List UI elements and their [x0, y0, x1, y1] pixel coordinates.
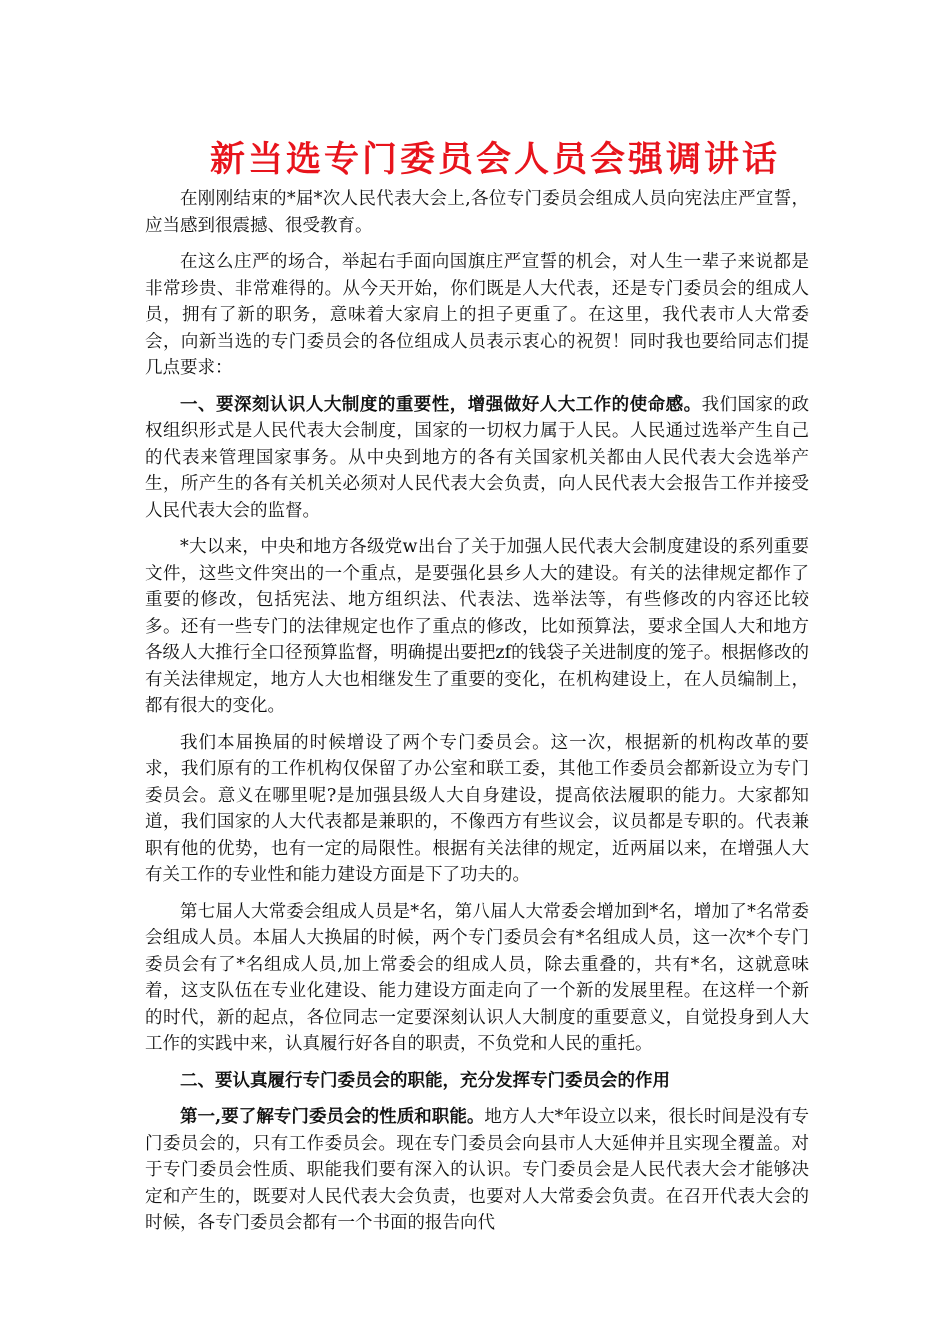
- document-body: [145, 186, 809, 1247]
- document-title: 新当选专门委员会人员会强调讲话: [209, 139, 780, 180]
- paragraph-1: [145, 186, 809, 239]
- subsection-heading-first: 第一,要了解专门委员会的性质和职能。: [180, 1107, 485, 1127]
- paragraph-2: [145, 249, 809, 382]
- section-heading-one: 一、要深刻认识人大制度的重要性，增强做好人大工作的使命感。: [180, 394, 702, 415]
- paragraph-5: [145, 730, 809, 889]
- paragraph-3-section-one: [145, 392, 809, 525]
- paragraph-text: 我们本届换届的时候增设了两个专门委员会。这一次，根据新的机构改革的要求，我们原有的工作机构仅保留了办公室和联工委，其他工作委员会都新设立为专门委员会。意义在哪里呢?是加强县级人大自身建设，提高依法履职的能力。大家都知道，我们国家的人大代表都是兼职的，不像西方有些议会，议员都是专职的。代表兼职有他的优势，也有一定的局限性。根据有关法律的规定，近两届以来，在增强人大有关工作的专业性和能力建设方面是下了功夫的。: [145, 732, 809, 885]
- paragraph-text: 我们国家的政权组织形式是人民代表大会制度，国家的一切权力属于人民。人民通过选举产生自己的代表来管理国家事务。从中央到地方的各有关国家机关都由人民代表大会选举产生，所产生的各有关机关必须对人民代表大会负责，向人民代表大会报告工作并接受人民代表大会的监督。: [145, 394, 810, 521]
- paragraph-8: [145, 1104, 809, 1237]
- paragraph-text: 第七届人大常委会组成人员是*名，第八届人大常委会增加到*名，增加了*名常委会组成人员。本届人大换届的时候，两个专门委员会有*名组成人员，这一次*个专门委员会有了*名组成人员,加上常委会的组成人员，除去重叠的，共有*名，这就意味着，这支队伍在专业化建设、能力建设方面走向了一个新的发展里程。在这样一个新的时代，新的起点，各位同志一定要深刻认识人大制度的重要意义，自觉投身到人大工作的实践中来，认真履行好各自的职责，不负党和人民的重托。: [145, 901, 809, 1054]
- paragraph-text: 地方人大*年设立以来，很长时间是没有专门委员会的，只有工作委员会。现在专门委员会向县市人大延伸并且实现全覆盖。对于专门委员会性质、职能我们要有深入的认识。专门委员会是人民代表大会才能够决定和产生的，既要对人民代表大会负责，也要对人大常委会负责。在召开代表大会的时候，各专门委员会都有一个书面的报告向代: [145, 1107, 809, 1233]
- section-heading-two-text: 二、要认真履行专门委员会的职能，充分发挥专门委员会的作用: [180, 1070, 670, 1091]
- paragraph-text: 在这么庄严的场合，举起右手面向国旗庄严宣誓的机会，对人生一辈子来说都是非常珍贵、非常难得的。从今天开始，你们既是人大代表，还是专门委员会的组成人员，拥有了新的职务，意味着大家肩上的担子更重了。在这里，我代表市人大常委会，向新当选的专门委员会的各位组成人员表示衷心的祝贺！同时我也要给同志们提几点要求：: [145, 252, 809, 378]
- paragraph-text: *大以来，中央和地方各级党w出台了关于加强人民代表大会制度建设的系列重要文件，这些文件突出的一个重点，是要强化县乡人大的建设。有关的法律规定都作了重要的修改，包括宪法、地方组织法、代表法、选举法等，有些修改的内容还比较多。还有一些专门的法律规定也作了重点的修改，比如预算法，要求全国人大和地方各级人大推行全口径预算监督，明确提出要把zf的钱袋子关进制度的笼子。根据修改的有关法律规定，地方人大也相继发生了重要的变化，在机构建设上，在人员编制上，都有很大的变化。: [145, 537, 809, 716]
- paragraph-text: 在刚刚结束的*届*次人民代表大会上,各位专门委员会组成人员向宪法庄严宣誓，应当感到很震撼、很受教育。: [145, 189, 809, 236]
- section-heading-two: [145, 1068, 809, 1095]
- paragraph-4: [145, 534, 809, 720]
- paragraph-6: [145, 899, 809, 1058]
